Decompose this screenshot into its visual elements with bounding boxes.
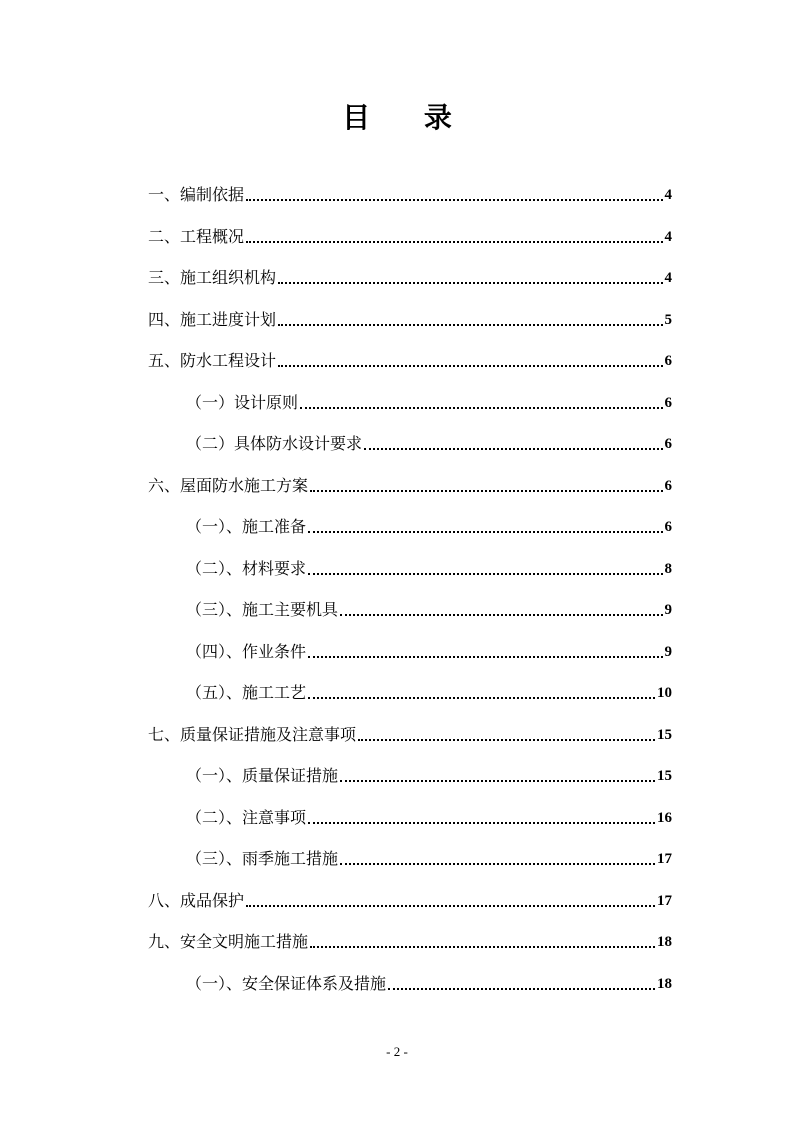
toc-entry-label: 八、成品保护 <box>148 890 245 910</box>
toc-entry-page-number: 10 <box>657 685 672 701</box>
toc-entry[interactable] <box>186 639 672 663</box>
toc-entry-label: （一）、安全保证体系及措施 <box>186 973 387 993</box>
toc-dot-leader <box>246 905 655 907</box>
toc-dot-leader <box>308 656 662 658</box>
toc-entry[interactable] <box>148 265 672 289</box>
toc-entry-label: 七、质量保证措施及注意事项 <box>148 724 357 744</box>
toc-dot-leader <box>278 282 662 284</box>
toc-entry[interactable] <box>148 888 672 912</box>
toc-entry-page-number: 15 <box>657 768 672 784</box>
page-number-footer: - 2 - <box>386 1044 408 1059</box>
toc-entry-label: 三、施工组织机构 <box>148 268 277 287</box>
toc-entry[interactable] <box>186 556 672 580</box>
toc-entry-label: （一）设计原则 <box>186 392 299 412</box>
toc-entry-label: （一）、质量保证措施 <box>186 766 339 785</box>
toc-entry-label: （三）、雨季施工措施 <box>186 849 339 868</box>
toc-entry-page-number: 6 <box>664 519 672 535</box>
page-title: 目 录 <box>342 101 474 134</box>
toc-entry-page-number: 9 <box>664 643 672 660</box>
toc-entry-page-number: 15 <box>657 726 672 743</box>
toc-dot-leader <box>364 448 662 450</box>
toc-entry[interactable] <box>148 224 672 248</box>
toc-entry[interactable] <box>186 971 672 995</box>
toc-entry-label: （一）、施工准备 <box>186 517 307 536</box>
toc-dot-leader <box>340 863 655 865</box>
toc-entry-page-number: 6 <box>664 394 672 411</box>
toc-entry[interactable] <box>148 929 672 953</box>
toc-entry-page-number: 17 <box>657 892 672 909</box>
toc-entry-page-number: 4 <box>664 270 672 286</box>
toc-entry[interactable] <box>148 722 672 746</box>
toc-entry-page-number: 17 <box>657 851 672 867</box>
toc-dot-leader <box>246 199 662 201</box>
toc-entry-label: （二）具体防水设计要求 <box>186 434 363 453</box>
toc-entry-label: 四、施工进度计划 <box>148 309 277 329</box>
toc-dot-leader <box>300 407 662 409</box>
toc-entry[interactable] <box>186 431 672 455</box>
toc-entry-label: （四）、作业条件 <box>186 641 307 661</box>
toc-dot-leader <box>340 614 662 616</box>
toc-entry[interactable] <box>148 307 672 331</box>
toc-dot-leader <box>358 739 655 741</box>
toc-entry-label: （五）、施工工艺 <box>186 683 307 702</box>
toc-dot-leader <box>278 324 662 326</box>
toc-dot-leader <box>310 490 662 492</box>
toc-dot-leader <box>308 822 655 824</box>
toc-entry-page-number: 8 <box>664 560 672 577</box>
toc-entry-label: 九、安全文明施工措施 <box>148 932 309 951</box>
toc-entry[interactable] <box>148 182 672 206</box>
toc-entry-label: 六、屋面防水施工方案 <box>148 475 309 495</box>
toc-dot-leader <box>308 531 662 533</box>
toc-dot-leader <box>278 365 662 367</box>
toc-entry-page-number: 18 <box>657 934 672 950</box>
toc-entry-label: （二）、注意事项 <box>186 807 307 827</box>
toc-entry[interactable] <box>186 763 672 787</box>
toc-entry[interactable] <box>148 348 672 372</box>
toc-entry[interactable] <box>186 846 672 870</box>
toc-entry-label: 一、编制依据 <box>148 185 245 204</box>
toc-dot-leader <box>340 780 655 782</box>
toc-entry-page-number: 6 <box>664 477 672 494</box>
toc-dot-leader <box>388 988 655 990</box>
toc-entry-label: （三）、施工主要机具 <box>186 600 339 619</box>
toc-entry[interactable] <box>186 680 672 704</box>
toc-entry-page-number: 6 <box>664 353 672 369</box>
toc-entry[interactable] <box>186 597 672 621</box>
toc-entry-label: 二、工程概况 <box>148 226 245 246</box>
toc-entry[interactable] <box>186 390 672 414</box>
toc-entry-page-number: 9 <box>664 602 672 618</box>
toc-entry-page-number: 4 <box>664 187 672 203</box>
toc-dot-leader <box>308 697 655 699</box>
toc-dot-leader <box>246 241 662 243</box>
toc-dot-leader <box>308 573 662 575</box>
toc-entry[interactable] <box>186 514 672 538</box>
toc-entry-page-number: 6 <box>664 436 672 452</box>
toc-entry-page-number: 5 <box>664 311 672 328</box>
toc-entry-label: 五、防水工程设计 <box>148 351 277 370</box>
toc-dot-leader <box>310 946 655 948</box>
toc-entry[interactable] <box>186 805 672 829</box>
toc-entry-page-number: 4 <box>664 228 672 245</box>
toc-entry-label: （二）、材料要求 <box>186 558 307 578</box>
toc-entry-page-number: 18 <box>657 975 672 992</box>
toc-entry[interactable] <box>148 473 672 497</box>
toc-entry-page-number: 16 <box>657 809 672 826</box>
